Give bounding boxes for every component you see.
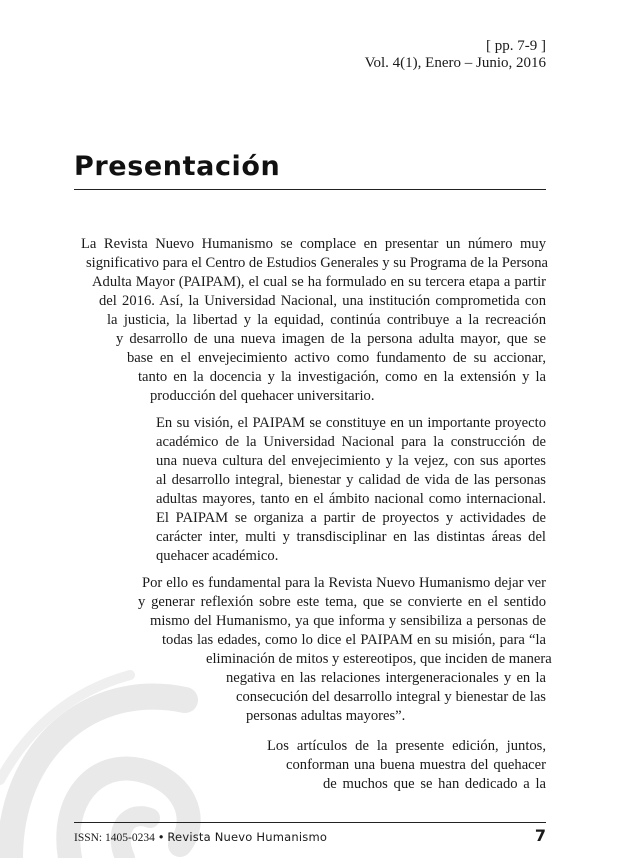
text-line: significativo para el Centro de Estudios Generales y su Programa de la Persona — [86, 255, 549, 271]
volume-info: Vol. 4(1), Enero – Junio, 2016 — [364, 55, 546, 71]
text-line: conforman una buena muestra del quehacer — [286, 757, 546, 773]
text-line: y generar reflexión sobre este tema, que se convierte en el sentido — [138, 594, 546, 610]
text-line: todas las edades, como lo dice el PAIPAM en su misión, para “la — [162, 632, 546, 648]
text-line: eliminación de mitos y estereotipos, que inciden de manera — [206, 651, 552, 667]
journal-name: Revista Nuevo Humanismo — [167, 830, 328, 844]
text-line: mismo del Humanismo, ya que informa y sensibiliza a personas de — [150, 613, 546, 629]
issn-text: ISSN: 1405-0234 — [74, 832, 155, 844]
text-line: En su visión, el PAIPAM se constituye en un importante proyecto — [156, 415, 546, 431]
footer-citation — [74, 830, 327, 845]
text-line: académico de la Universidad Nacional para la construcción de — [156, 434, 546, 450]
text-line: carácter inter, multi y transdisciplinar en las distintas áreas del — [156, 529, 546, 545]
text-line: y desarrollo de una nueva imagen de la persona adulta mayor, que se — [116, 331, 546, 347]
footer-divider — [74, 822, 546, 823]
text-line: de muchos que se han dedicado a la — [323, 776, 546, 792]
text-line: adultas mayores, tanto en el ámbito nacional como internacional. — [156, 491, 546, 507]
title-divider — [74, 189, 546, 190]
text-line: negativa en las relaciones intergeneracionales y en la — [226, 670, 546, 686]
text-line: al desarrollo integral, bienestar y calidad de vida de las personas — [156, 472, 546, 488]
page-title: Presentación — [74, 151, 281, 182]
text-line: La Revista Nuevo Humanismo se complace en presentar un número muy — [81, 236, 546, 252]
text-line: Adulta Mayor (PAIPAM), el cual se ha formulado en su tercera etapa a partir — [92, 274, 546, 290]
text-line: base en el envejecimiento activo como fundamento de su accionar, — [127, 350, 546, 366]
text-line: Por ello es fundamental para la Revista Nuevo Humanismo dejar ver — [142, 575, 546, 591]
text-line: la justicia, la libertad y la equidad, continúa contribuye a la recreación — [107, 312, 546, 328]
text-line: producción del quehacer universitario. — [150, 388, 375, 404]
citation-header — [365, 38, 546, 72]
page-number: 7 — [534, 826, 546, 845]
footer-separator: • — [157, 830, 165, 844]
text-line: quehacer académico. — [156, 548, 279, 564]
text-line: tanto en la docencia y la investigación, como en la extensión y la — [138, 369, 546, 385]
text-line: consecución del desarrollo integral y bienestar de las — [236, 689, 546, 705]
text-line: Los artículos de la presente edición, juntos, — [267, 738, 546, 754]
text-line: del 2016. Así, la Universidad Nacional, una institución comprometida con — [99, 293, 546, 309]
text-line: una nueva cultura del envejecimiento y la vejez, con sus aportes — [156, 453, 546, 469]
page-range: [ pp. 7-9 ] — [486, 38, 546, 54]
text-line: El PAIPAM se organiza a partir de proyectos y actividades de — [156, 510, 546, 526]
text-line: personas adultas mayores”. — [246, 708, 406, 724]
